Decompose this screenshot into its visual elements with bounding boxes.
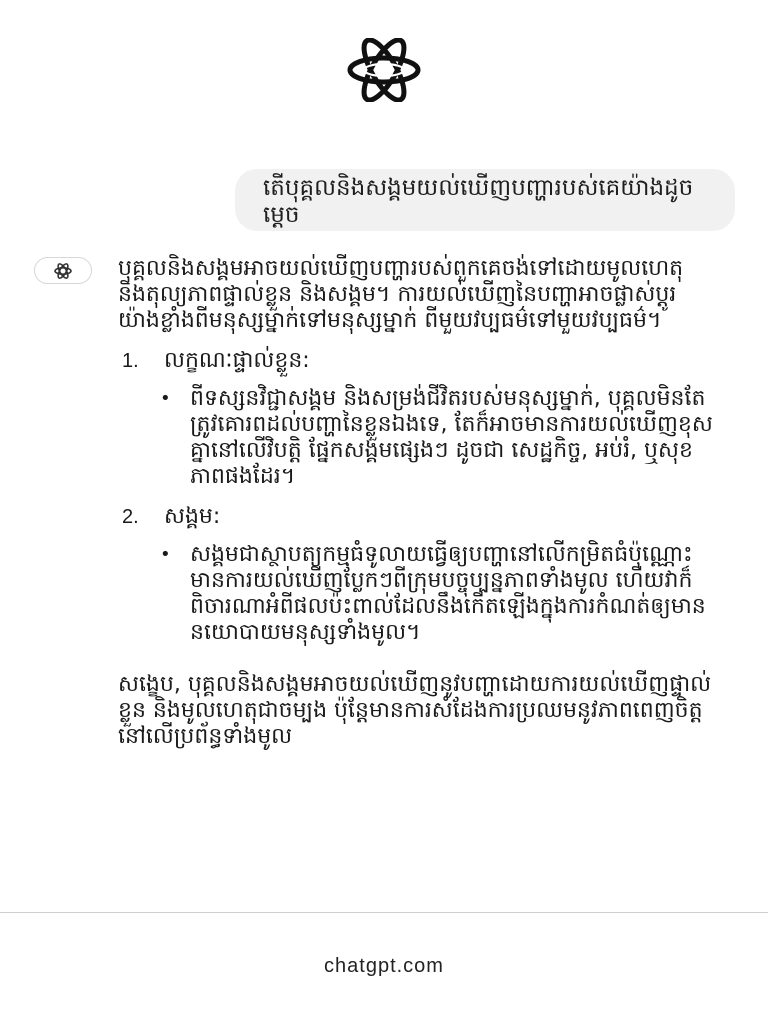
bullet-item (160, 542, 718, 646)
section-title: លក្ខណៈផ្ទាល់ខ្លួន: (164, 348, 310, 373)
user-message-bubble: តើបុគ្គលនិងសង្គមយល់ឃើញបញ្ហារបស់គេយ៉ាងដូចម្ដេច (235, 169, 735, 231)
bullet-item (160, 386, 718, 490)
bullet-text: សង្គមជាស្ថាបត្យកម្មធំទូលាយធ្វើឲ្យបញ្ហានៅលើកម្រិតធំប៉ុណ្ណោះមានការយល់ឃើញប្លែកៗពីក្រុមបច្ចុប្បន្នភាពទាំងមូល ហើយវាក៏ពិចារណាអំពីផលប៉ះពាល់ដែលនឹងកើតឡើងក្នុងការកំណត់ឲ្យមាននយោបាយមនុស្សទាំងមូល។ (190, 542, 706, 645)
section-number: 2. (122, 506, 139, 528)
bullet-dot-icon: • (160, 544, 171, 565)
section-title: សង្គម: (164, 504, 221, 529)
bullet-text: ពីទស្សនវិជ្ជាសង្គម និងសម្រង់ជីវិតរបស់មនុស្សម្នាក់, បុគ្គលមិនតែត្រូវគោរពដល់បញ្ហានៃខ្លួនឯងទេ, តែក៏អាចមានការយល់ឃើញខុសគ្នានៅលើវិបត្តិ ផ្នែកសង្គមផ្សេងៗ ដូចជា សេដ្ឋកិច្ច, អប់រំ, ឬសុខភាពផងដែរ។ (190, 386, 713, 489)
numbered-section (122, 504, 718, 646)
openai-knot-icon (51, 262, 75, 280)
openai-logo-icon (324, 38, 444, 102)
numbered-section (122, 348, 718, 490)
bullet-dot-icon: • (160, 388, 171, 409)
assistant-intro-paragraph: បុគ្គលនិងសង្គមអាចយល់ឃើញបញ្ហារបស់ពួកគេចង់ទៅដោយមូលហេតុ និងតុល្យភាពផ្ទាល់ខ្លួន និងសង្គម។ ការយល់ឃើញនៃបញ្ហាអាចផ្លាស់ប្ដូរយ៉ាងខ្លាំងពីមនុស្សម្នាក់ទៅមនុស្សម្នាក់ ពីមួយវប្បធម៌ទៅមួយវប្បធម៌។ (118, 256, 684, 333)
assistant-summary-paragraph: សង្ខេប, បុគ្គលនិងសង្គមអាចយល់ឃើញនូវបញ្ហាដោយការយល់ឃើញផ្ទាល់ខ្លួន និងមូលហេតុជាចម្បង ប៉ុន្តែមានការសំដែងការប្រឈមនូវភាពពេញចិត្តនៅលើប្រព័ន្ធទាំងមូល (118, 672, 712, 749)
assistant-avatar (34, 257, 92, 284)
footer-domain-link[interactable]: chatgpt.com (324, 955, 444, 977)
footer-divider (0, 912, 768, 913)
assistant-message (118, 256, 718, 750)
section-number: 1. (122, 350, 139, 372)
